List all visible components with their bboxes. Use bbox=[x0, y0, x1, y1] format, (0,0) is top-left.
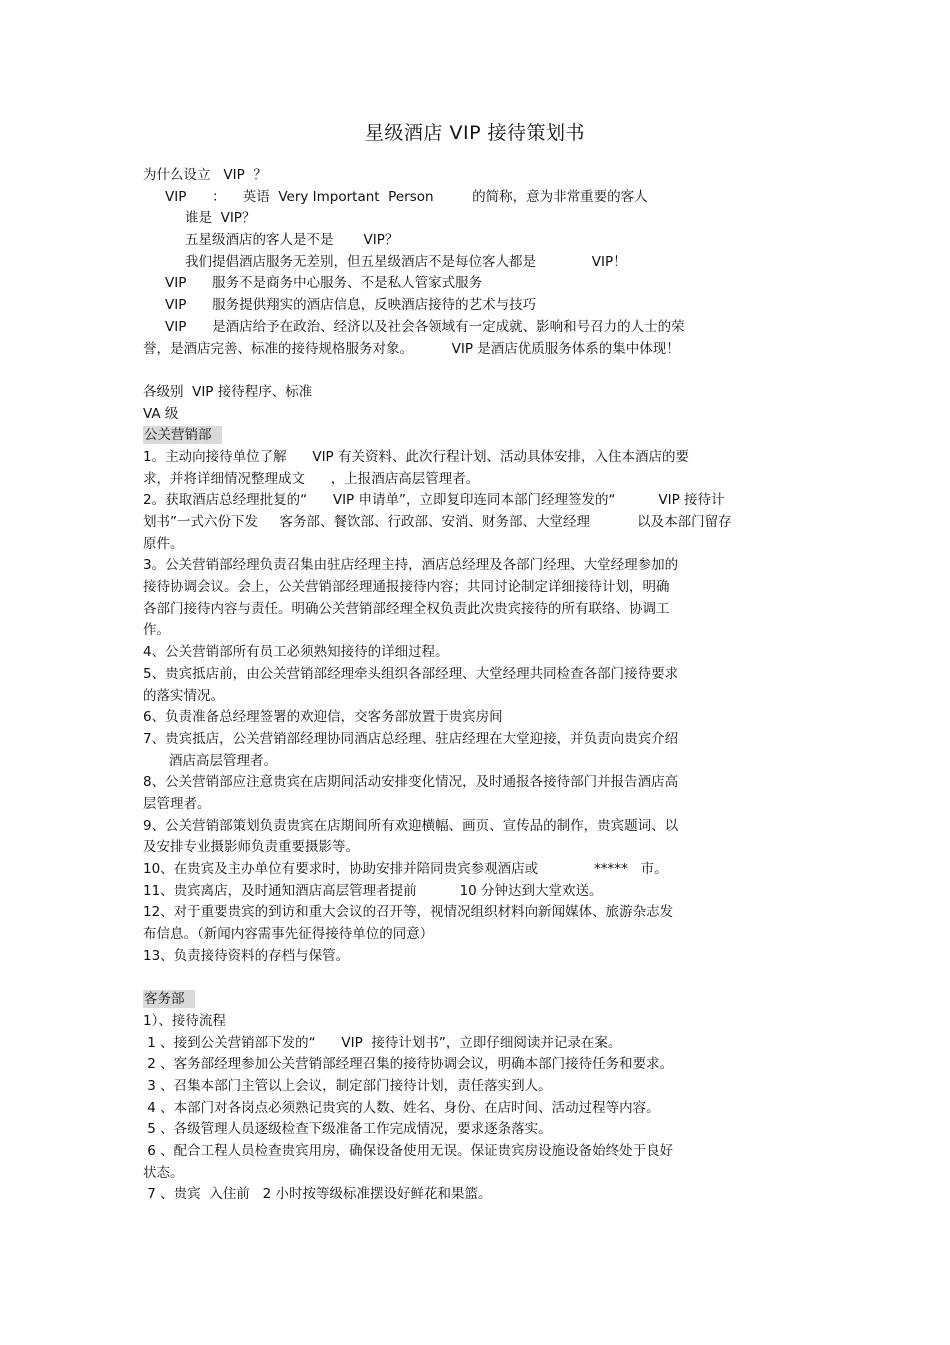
document-title: 星级酒店 VIP 接待策划书 bbox=[364, 122, 586, 144]
pr-section-heading: 公关营销部 bbox=[143, 426, 222, 444]
pr-line: 划书”一式六份下发 客务部、餐饮部、行政部、安消、财务部、大堂经理 以及本部门留存 bbox=[143, 514, 732, 530]
pr-line: 及安排专业摄影师负责重要摄影等。 bbox=[143, 839, 359, 856]
pr-line: 层管理者。 bbox=[143, 795, 211, 812]
intro-lines bbox=[143, 165, 803, 360]
pr-line: 求，并将详细情况整理成文 ，上报酒店高层管理者。 bbox=[143, 470, 480, 487]
pr-line: 13、负责接待资料的存档与保管。 bbox=[143, 947, 350, 964]
guest-line: 状态。 bbox=[143, 1164, 184, 1181]
intro-line: 为什么设立 VIP ？ bbox=[143, 167, 267, 183]
guest-line: 1）、接待流程 bbox=[143, 1012, 226, 1029]
pr-line: 7、贵宾抵店，公关营销部经理协同酒店总经理、驻店经理在大堂迎接，并负责向贵宾介绍 bbox=[143, 730, 679, 747]
pr-line: 原件。 bbox=[143, 535, 184, 552]
guest-section-heading-row bbox=[143, 989, 803, 1011]
pr-line: 作。 bbox=[143, 622, 170, 639]
pr-section-lines bbox=[143, 447, 803, 968]
levels-heading: 各级别 VIP 接待程序、标准 bbox=[143, 383, 313, 400]
guest-section-lines bbox=[143, 1011, 803, 1206]
pr-line: 10、在贵宾及主办单位有要求时，协助安排并陪同贵宾参观酒店或 ***** 市。 bbox=[143, 861, 668, 877]
pr-line: 2。获取酒店总经理批复的“ VIP 申请单”，立即复印连同本部门经理签发的“ VIP 接待计 bbox=[143, 492, 725, 509]
guest-line: 7 、贵宾 入住前 2 小时按等级标准摆设好鲜花和果篮。 bbox=[143, 1186, 492, 1203]
guest-line: 4 、本部门对各岗点必须熟记贵宾的人数、姓名、身份、在店时间、活动过程等内容。 bbox=[143, 1099, 660, 1116]
spacer bbox=[143, 360, 803, 382]
pr-line: 3。公关营销部经理负责召集由驻店经理主持，酒店总经理及各部门经理、大堂经理参加的 bbox=[143, 557, 679, 574]
pr-line: 12、对于重要贵宾的到访和重大会议的召开等，视情况组织材料向新闻媒体、旅游杂志发 bbox=[143, 904, 674, 921]
intro-line: VIP 是酒店给予在政治、经济以及社会各领域有一定成就、影响和号召力的人士的荣 bbox=[165, 318, 685, 335]
pr-line: 9、公关营销部策划负责贵宾在店期间所有欢迎横幅、画页、宣传品的制作，贵宾题词、以 bbox=[143, 817, 679, 834]
pr-line: 各部门接待内容与责任。明确公关营销部经理全权负责此次贵宾接待的所有联络、协调工 bbox=[143, 600, 670, 617]
pr-line: 6、负责准备总经理签署的欢迎信，交客务部放置于贵宾房间 bbox=[143, 709, 503, 726]
intro-line: VIP ： 英语 Very Important Person 的简称，意为非常重要的客人 bbox=[165, 188, 648, 205]
intro-line: 谁是 VIP？ bbox=[185, 210, 256, 227]
guest-line: 1 、接到公关营销部下发的“ VIP 接待计划书”，立即仔细阅读并记录在案。 bbox=[143, 1034, 622, 1051]
pr-line: 接待协调会议。会上，公关营销部经理通报接待内容；共同讨论制定详细接待计划，明确 bbox=[143, 579, 670, 596]
intro-line: 五星级酒店的客人是不是 VIP？ bbox=[185, 232, 399, 249]
guest-line: 3 、召集本部门主管以上会议，制定部门接待计划，责任落实到人。 bbox=[143, 1077, 552, 1094]
guest-line: 5 、各级管理人员逐级检查下级准备工作完成情况，要求逐条落实。 bbox=[143, 1121, 552, 1138]
guest-line: 2 、客务部经理参加公关营销部经理召集的接待协调会议，明确本部门接待任务和要求。 bbox=[143, 1056, 674, 1073]
pr-line: 酒店高层管理者。 bbox=[169, 752, 277, 769]
guest-section-heading: 客务部 bbox=[143, 990, 195, 1008]
intro-line: 誉，是酒店完善、标准的接待规格服务对象。 VIP 是酒店优质服务体系的集中体现！ bbox=[143, 340, 680, 357]
intro-line: 我们提倡酒店服务无差别，但五星级酒店不是每位客人都是 VIP！ bbox=[185, 253, 627, 270]
pr-line: 8、公关营销部应注意贵宾在店期间活动安排变化情况，及时通报各接待部门并报告酒店高 bbox=[143, 774, 679, 791]
pr-section-heading-row bbox=[143, 425, 803, 447]
intro-line: VIP 服务提供翔实的酒店信息，反映酒店接待的艺术与技巧 bbox=[165, 297, 537, 314]
spacer bbox=[143, 967, 803, 989]
pr-line: 4、公关营销部所有员工必须熟知接待的详细过程。 bbox=[143, 644, 449, 661]
pr-line: 布信息。（新闻内容需事先征得接待单位的同意） bbox=[143, 926, 434, 943]
pr-line: 11、贵宾离店，及时通知酒店高层管理者提前 10 分钟达到大堂欢送。 bbox=[143, 882, 603, 899]
intro-line: VIP 服务不是商务中心服务、不是私人管家式服务 bbox=[165, 275, 483, 292]
pr-line: 5、贵宾抵店前，由公关营销部经理牵头组织各部经理、大堂经理共同检查各部门接待要求 bbox=[143, 665, 679, 682]
intro-section bbox=[143, 165, 803, 1206]
guest-line: 6 、配合工程人员检查贵宾用房，确保设备使用无误。保证贵宾房设施设备始终处于良好 bbox=[143, 1142, 674, 1159]
pr-line: 的落实情况。 bbox=[143, 687, 224, 704]
pr-line: 1。主动向接待单位了解 VIP 有关资料、此次行程计划、活动具体安排，入住本酒店的要 bbox=[143, 448, 689, 465]
va-label: VA 级 bbox=[143, 405, 179, 422]
